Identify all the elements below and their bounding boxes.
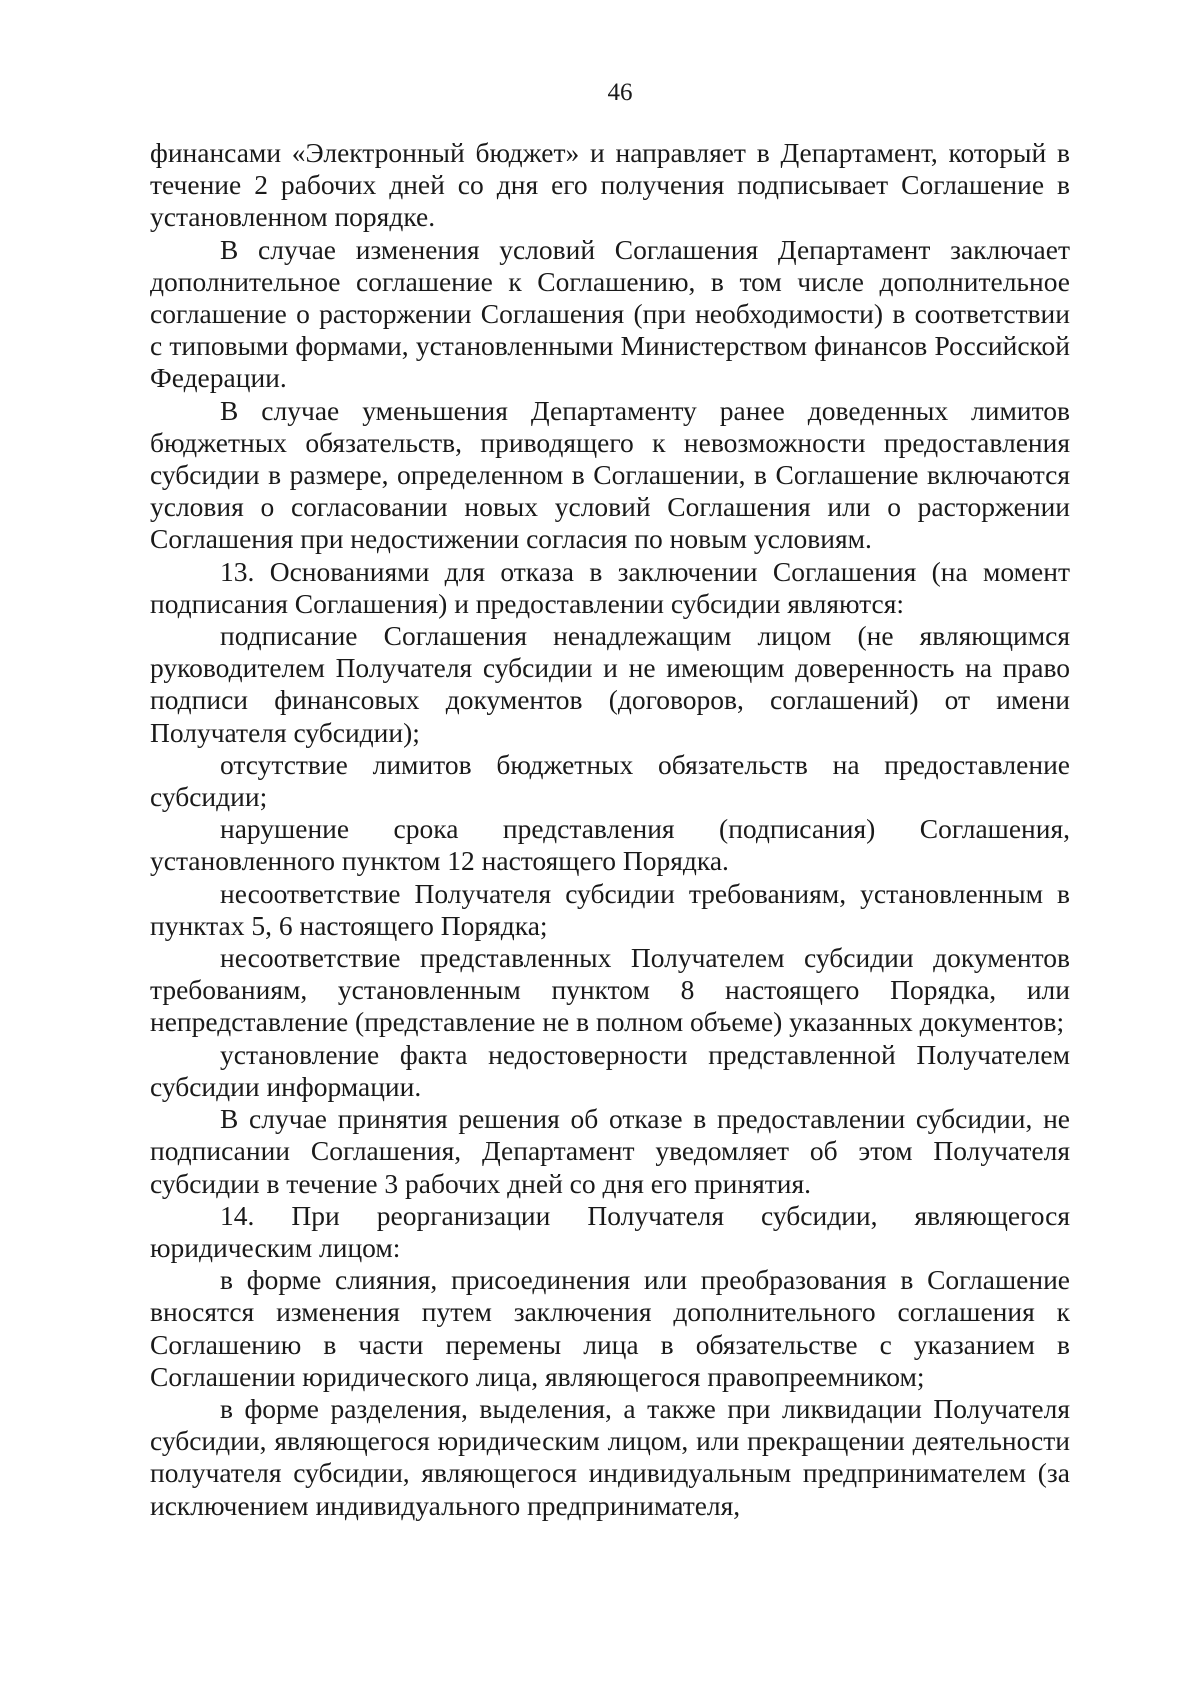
paragraph-deadline-violation: нарушение срока представления (подписания) Соглашения, установленного пунктом 12 настоящего Порядка. — [150, 813, 1070, 877]
paragraph-refusal-notice: В случае принятия решения об отказе в предоставлении субсидии, не подписании Соглашения, Департамент уведомляет об этом Получателя субсидии в течение 3 рабочих дней со дня его принятия. — [150, 1103, 1070, 1199]
paragraph-recipient-mismatch: несоответствие Получателя субсидии требованиям, установленным в пунктах 5, 6 настоящего Порядка; — [150, 877, 1070, 941]
paragraph-improper-signing: подписание Соглашения ненадлежащим лицом (не являющимся руководителем Получателя субсидии и не имеющим доверенность на право подписи финансовых документов (договоров, соглашений) от имени Получателя субсидии); — [150, 620, 1070, 748]
paragraph-continuation: финансами «Электронный бюджет» и направляет в Департамент, который в течение 2 рабочих дней со дня его получения подписывает Соглашение в установленном порядке. — [150, 137, 1070, 233]
paragraph-item-14: 14. При реорганизации Получателя субсидии, являющегося юридическим лицом: — [150, 1199, 1070, 1263]
paragraph-limits-reduction: В случае уменьшения Департаменту ранее доведенных лимитов бюджетных обязательств, приводящего к невозможности предоставления субсидии в размере, определенном в Соглашении, в Соглашение включаются условия о согласовании новых условий Соглашения или о расторжении Соглашения при недостижении согласия по новым условиям. — [150, 394, 1070, 555]
paragraph-division: в форме разделения, выделения, а также при ликвидации Получателя субсидии, являющегося юридическим лицом, или прекращении деятельности получателя субсидии, являющегося индивидуальным предпринимателем (за исключением индивидуального предпринимателя, — [150, 1392, 1070, 1521]
paragraph-item-13: 13. Основаниями для отказа в заключении Соглашения (на момент подписания Соглашения) и предоставлении субсидии являются: — [150, 555, 1070, 619]
page-number: 46 — [607, 79, 633, 106]
paragraph-documents-mismatch: несоответствие представленных Получателем субсидии документов требованиям, установленным пунктом 8 настоящего Порядка, или непредставление (представление не в полном объеме) указанных документов; — [150, 942, 1070, 1038]
paragraph-false-information: установление факта недостоверности представленной Получателем субсидии информации. — [150, 1038, 1070, 1102]
document-body — [150, 137, 1070, 1522]
paragraph-agreement-changes: В случае изменения условий Соглашения Департамент заключает дополнительное соглашение к Соглашению, в том числе дополнительное соглашение о расторжении Соглашения (при необходимости) в соответствии с типовыми формами, установленными Министерством финансов Российской Федерации. — [150, 233, 1070, 394]
paragraph-merger: в форме слияния, присоединения или преобразования в Соглашение вносятся изменения путем заключения дополнительного соглашения к Соглашению в части перемены лица в обязательстве с указанием в Соглашении юридического лица, являющегося правопреемником; — [150, 1264, 1070, 1392]
paragraph-no-limits: отсутствие лимитов бюджетных обязательств на предоставление субсидии; — [150, 748, 1070, 813]
